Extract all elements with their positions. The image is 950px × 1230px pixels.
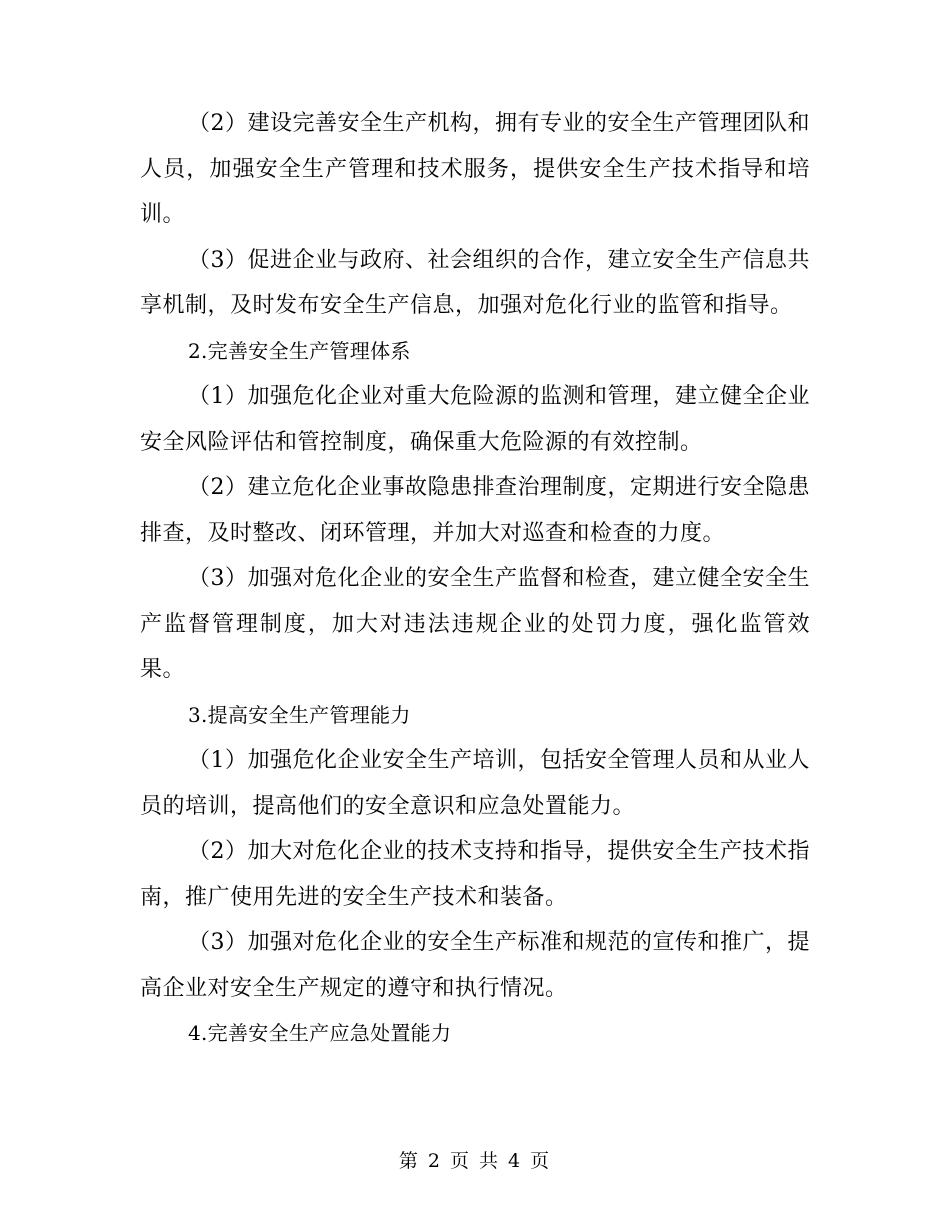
- section-heading: 4.完善安全生产应急处置能力: [188, 1021, 452, 1045]
- document-body: [140, 101, 810, 1057]
- section-heading: 2.完善安全生产管理体系: [188, 338, 411, 363]
- section-heading: 3.提高安全生产管理能力: [188, 702, 411, 727]
- paragraph: （2）建设完善安全生产机构，拥有专业的安全生产管理团队和人员，加强安全生产管理和技术服务，提供安全生产技术指导和培训。: [140, 111, 810, 227]
- paragraph: （3）加强对危化企业的安全生产标准和规范的宣传和推广，提高企业对安全生产规定的遵守和执行情况。: [140, 930, 810, 1001]
- paragraph: （1）加强危化企业安全生产培训，包括安全管理人员和从业人员的培训，提高他们的安全意识和应急处置能力。: [140, 748, 810, 819]
- paragraph: （3）加强对危化企业的安全生产监督和检查，建立健全安全生产监督管理制度，加大对违法违规企业的处罚力度，强化监管效果。: [140, 566, 810, 682]
- page-number-footer: 第 2 页 共 4 页: [398, 1150, 552, 1172]
- paragraph: （2）加大对危化企业的技术支持和指导，提供安全生产技术指南，推广使用先进的安全生产技术和装备。: [140, 839, 810, 910]
- paragraph: （1）加强危化企业对重大危险源的监测和管理，建立健全企业安全风险评估和管控制度，确保重大危险源的有效控制。: [140, 384, 810, 455]
- paragraph: （3）促进企业与政府、社会组织的合作，建立安全生产信息共享机制，及时发布安全生产信息，加强对危化行业的监管和指导。: [140, 247, 810, 318]
- paragraph: （2）建立危化企业事故隐患排查治理制度，定期进行安全隐患排查，及时整改、闭环管理，并加大对巡查和检查的力度。: [140, 475, 810, 546]
